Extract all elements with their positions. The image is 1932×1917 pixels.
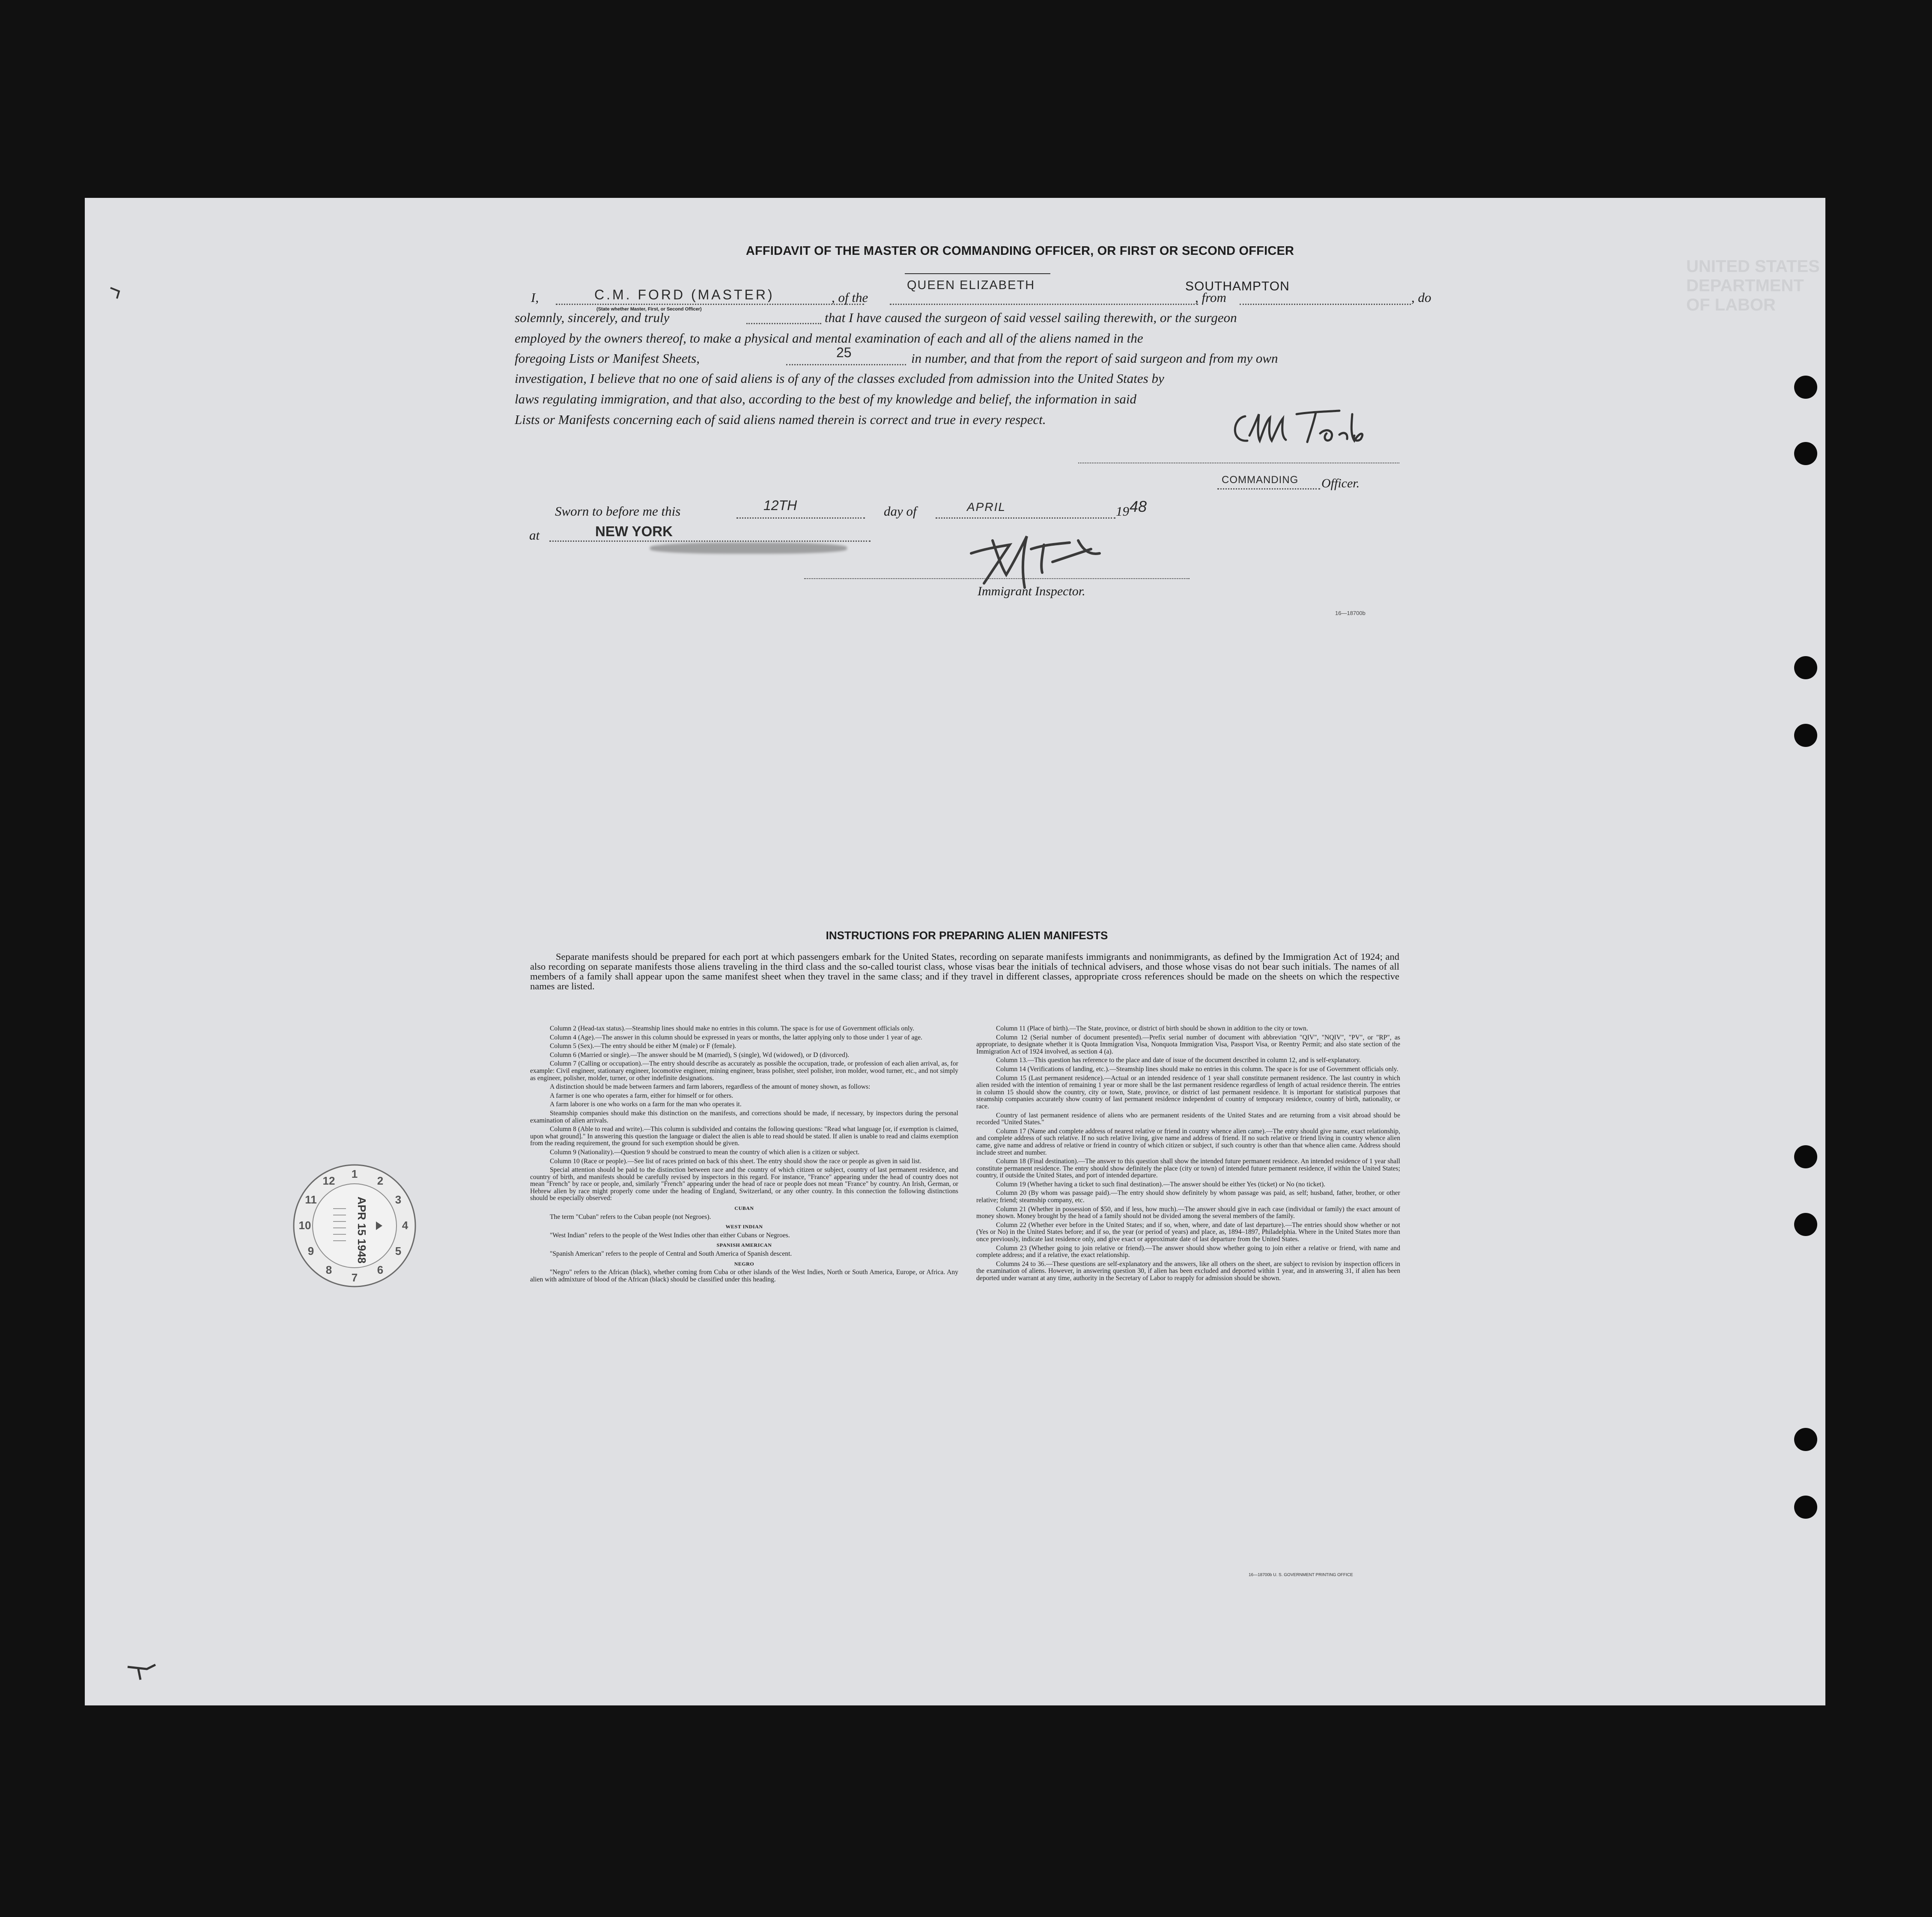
instruction-paragraph: Column 13.—This question has reference to the place and date of issue of the document described in column 12, and is self-explanatory. <box>996 1057 1361 1064</box>
instruction-paragraph: Column 11 (Place of birth).—The State, province, or district of birth should be shown in addition to the city or town. <box>996 1025 1308 1032</box>
affidavit-line5: investigation, I believe that no one of said aliens is of any of the classes excluded from admission into the United States by <box>515 371 1164 386</box>
stamp-digit: 2 <box>377 1174 384 1187</box>
vessel-line <box>890 304 1198 305</box>
west-indian-text: "West Indian" refers to the people of the West Indies other than either Cubans or Negroes. <box>550 1231 790 1239</box>
instruction-paragraph: A farmer is one who operates a farm, either for himself or for others. <box>550 1092 733 1099</box>
place-line <box>549 540 871 542</box>
title-rule <box>905 273 1050 274</box>
punch-hole <box>1794 1213 1817 1236</box>
stamp-digit: 10 <box>298 1219 311 1232</box>
instruction-paragraph: Steamship companies should make this distinction on the manifests, and corrections should be made, if necessary, by inspectors during the personal examination of alien arrivals. <box>530 1109 958 1124</box>
inspector-signature <box>967 523 1130 592</box>
instruction-paragraph: A distinction should be made between farmers and farm laborers, regardless of the amount of money shown, as follows: <box>550 1083 871 1091</box>
instruction-paragraph: Column 22 (Whether ever before in the United States; and if so, when, where, and date of last departure).—The entries should show whether or not (Yes or No) in the United States before; and if so, the year (or period of years) and place, as, 1894–1897, Philadelphia. Where in the United States more than once previously, indicate last residence only, and give exact or approximate date of last departure from the United States. <box>976 1221 1400 1243</box>
affidavit-title: AFFIDAVIT OF THE MASTER OR COMMANDING OFFICER, OR FIRST OR SECOND OFFICER <box>745 244 1294 258</box>
instruction-paragraph: Column 21 (Whether in possession of $50, and if less, how much).—The answer should give in each case (individual or family) the exact amount of money shown. Money brought by the head of a family should not be divided among the several members of the family. <box>976 1205 1400 1220</box>
instruction-paragraph: Columns 24 to 36.—These questions are self-explanatory and the answers, like all others on the sheet, are subject to revision by inspection officers in the examination of aliens. However, in answering question 30, if alien has been excluded and deported within 1 year, and in answering 31, if alien has been deported under warrant at any time, authority in the Secretary of Labor to reapply for admission should be shown. <box>976 1260 1400 1282</box>
corner-mark <box>108 284 125 301</box>
affidavit-from: , from <box>1195 290 1226 305</box>
affidavit-of-the: , of the <box>832 290 868 305</box>
instructions-intro <box>530 952 1399 991</box>
spanish-american-heading: SPANISH AMERICAN <box>716 1242 772 1248</box>
instruction-paragraph: Column 20 (By whom was passage paid).—The entry should show definitely by whom passage was paid, as self; husband, father, brother, or other relative; friend; steamship company, etc. <box>976 1189 1400 1204</box>
master-signature <box>1224 401 1404 453</box>
affidavit-line4a: foregoing Lists or Manifest Sheets, <box>515 351 700 366</box>
day-handwriting: 12TH <box>763 498 797 513</box>
spanish-american-text: "Spanish American" refers to the people of Central and South America of Spanish descent. <box>550 1250 792 1258</box>
punch-hole <box>1794 656 1817 679</box>
port-line <box>1240 304 1411 305</box>
punch-hole <box>1794 1496 1817 1519</box>
stamp-date: APR 15 1948 <box>355 1196 368 1264</box>
vessel-name-handwriting: QUEEN ELIZABETH <box>907 278 1035 292</box>
arrival-date-stamp <box>290 1162 419 1290</box>
affidavit-line3: employed by the owners thereof, to make a physical and mental examination of each and all of the aliens named in the <box>515 331 1143 346</box>
instruction-paragraph: A farm laborer is one who works on a farm for the man who operates it. <box>550 1101 742 1108</box>
month-handwriting: APRIL <box>967 500 1006 514</box>
day-line <box>736 517 865 519</box>
instruction-paragraph: Column 2 (Head-tax status).—Steamship lines should make no entries in this column. The space is for use of Government officials only. <box>550 1025 915 1032</box>
instruction-paragraph: Column 5 (Sex).—The entry should be either M (male) or F (female). <box>550 1042 736 1050</box>
stamp-digit: 11 <box>305 1193 317 1206</box>
stamp-digit: 12 <box>322 1174 335 1187</box>
rank-line <box>1217 488 1320 490</box>
corner-mark <box>125 1663 160 1684</box>
stamp-digit: 3 <box>395 1193 402 1206</box>
instruction-paragraph: Column 15 (Last permanent residence).—Actual or an intended residence of 1 year shall constitute permanent residence. The last country in which alien resided with the intention of remaining 1 year or more shall be the last permanent residence regardless of length of actual residence therein. The entries in column 15 should show the country, city or town, State, province, or district of last permanent residence. It is important for statistical purposes that steamship companies accurately show country of last permanent residence independent of country of temporary residence, country of birth, nationality, or race. <box>976 1074 1400 1110</box>
sheets-line <box>786 364 906 365</box>
sheets-count-handwriting: 25 <box>836 345 852 360</box>
instruction-paragraph: Column 14 (Verifications of landing, etc.).—Steamship lines should make no entries in this column. The space is for use of Government officials only. <box>996 1065 1398 1073</box>
port-handwriting: SOUTHAMPTON <box>1185 279 1290 293</box>
rank-handwriting: COMMANDING <box>1222 474 1299 486</box>
instruction-paragraph: Column 12 (Serial number of document presented).—Prefix serial number of document with abbreviation "QIV", "NQIV", "PV", or "RP", as appropriate, to designate whether it is Quota Immigration Visa, Nonquota Immigration Visa, Passport Visa, or Reentry Permit; and also state section of the Immigration Act of 1924 involved, as section 4 (a). <box>976 1033 1400 1055</box>
day-of-text: day of <box>884 504 917 519</box>
form-number: 16—18700b <box>1335 610 1366 616</box>
stamp-digit: 5 <box>395 1245 402 1257</box>
intro-paragraph: Separate manifests should be prepared for each port at which passengers embark for the United States, recording on separate manifests immigrants and nonimmigrants, as defined by the Immigration Act of 1924; and also recording on separate manifests those aliens traveling in the third class and the so-called tourist class, whose visas bear the initials of technical advisers, and those whose visas do not bear such initials. The names of all members of a family shall appear upon the same manifest sheet when they travel in the same class; and if they travel in different classes, appropriate cross references should be made on the sheets on which the respective names are listed. <box>530 951 1399 991</box>
month-line <box>936 517 1115 519</box>
stamp-digit: 1 <box>351 1168 358 1180</box>
at-label: at <box>529 528 540 543</box>
stamp-digit: 9 <box>307 1245 314 1257</box>
line2-blank <box>746 323 821 324</box>
stamp-digit: 4 <box>402 1219 408 1232</box>
instruction-paragraph: Country of last permanent residence of aliens who are permanent residents of the United States and are returning from a visit abroad should be recorded "United States." <box>976 1111 1400 1126</box>
punch-hole <box>1794 1428 1817 1451</box>
punch-hole <box>1794 442 1817 465</box>
instructions-title: INSTRUCTIONS FOR PREPARING ALIEN MANIFESTS <box>826 929 1108 942</box>
year-prefix: 19 <box>1116 504 1129 519</box>
instructions-right-column <box>976 1025 1400 1284</box>
instruction-paragraph: Column 10 (Race or people).—See list of races printed on back of this sheet. The entry should show the race or people as given in said list. <box>550 1157 921 1165</box>
stamp-digit: 7 <box>351 1271 358 1284</box>
printing-office-footer: 16—18700b U. S. GOVERNMENT PRINTING OFFICE <box>1249 1573 1353 1577</box>
instruction-paragraph: Column 9 (Nationality).—Question 9 should be construed to mean the country of which alien is a citizen or subject. <box>550 1148 860 1156</box>
officer-label: Officer. <box>1321 476 1360 490</box>
place-stamp: NEW YORK <box>595 523 673 539</box>
affidavit-line2a: solemnly, sincerely, and truly <box>515 310 670 325</box>
affidavit-line4b: in number, and that from the report of said surgeon and from my own <box>911 351 1278 366</box>
manifest-sheet <box>85 198 1825 1705</box>
cuban-heading: CUBAN <box>734 1205 754 1212</box>
negro-text: "Negro" refers to the African (black), whether coming from Cuba or other islands of the West Indies, North or South America, Europe, or Africa. Any alien with admixture of blood of the African (black) should be classified under this heading. <box>530 1269 958 1283</box>
officer-rank-note: (State whether Master, First, or Second Officer) <box>596 307 702 312</box>
instructions-left-column <box>530 1025 958 1285</box>
west-indian-heading: WEST INDIAN <box>725 1224 763 1230</box>
year-handwriting: 48 <box>1130 498 1147 515</box>
affidavit-do: , do <box>1411 290 1431 305</box>
affidavit-line2b: that I have caused the surgeon of said vessel sailing therewith, or the surgeon <box>825 310 1237 325</box>
ink-smudge <box>650 543 847 554</box>
instruction-paragraph: Column 8 (Able to read and write).—This column is subdivided and contains the following questions: "Read what language [or, if exemption is claimed, upon what ground]." In answering this question the language or dialect the alien is able to read should be stated. If alien is unable to read and claims exemption from the reading requirement, the ground for such exemption should be given. <box>530 1126 958 1147</box>
stamp-digit: 6 <box>377 1263 384 1276</box>
instruction-paragraph: Column 6 (Married or single).—The answer should be M (married), S (single), Wd (widowed), or D (divorced). <box>550 1051 850 1059</box>
instruction-paragraph: Column 18 (Final destination).—The answer to this question shall show the intended future permanent residence. An intended residence of 1 year shall constitute permanent residence. The entry should show definitely the place (city or town) of intended future permanent residence, if within the United States; country, if outside the United States, and port of intended departure. <box>976 1158 1400 1179</box>
instruction-paragraph: Special attention should be paid to the distinction between race and the country of which citizen or subject, country of last permanent residence, and country of birth, and manifests should be carefully revised by inspectors in this regard. For instance, "France" appearing under the head of country does not mean "French" by race or people, and, similarly "French" appearing under the head of race or people does not mean "France" by country. An Irish, German, or Hebrew alien by race might properly come under the heading of England, Switzerland, or any other country. In this connection the following distinctions should be especially observed: <box>530 1166 958 1202</box>
instruction-paragraph: Column 17 (Name and complete address of nearest relative or friend in country whence alien came).—The entry should give name, exact relationship, and complete address of such relative. If no such relative living, give name and address of friend. If no such relative or friend living in country whence alien came, give name and address of relative or friend in country of which citizen or subject, if such country is other than that whence alien came. Address should include street and number. <box>976 1127 1400 1156</box>
officer-name-handwriting: C.M. FORD (MASTER) <box>594 287 775 302</box>
negro-heading: NEGRO <box>734 1260 754 1267</box>
punch-hole <box>1794 724 1817 747</box>
punch-hole <box>1794 376 1817 399</box>
cuban-text: The term "Cuban" refers to the Cuban people (not Negroes). <box>550 1213 711 1221</box>
affidavit-i: I, <box>531 290 539 305</box>
officer-name-line <box>556 304 864 305</box>
sworn-text: Sworn to before me this <box>555 504 681 519</box>
affidavit-line7: Lists or Manifests concerning each of said aliens named therein is correct and true in every respect. <box>515 412 1046 427</box>
inspector-signature-line <box>804 578 1190 579</box>
instruction-paragraph: Column 19 (Whether having a ticket to such final destination).—The answer should be either Yes (ticket) or No (no ticket). <box>996 1180 1326 1188</box>
punch-hole <box>1794 1145 1817 1168</box>
stamp-digit: 8 <box>325 1263 332 1276</box>
instruction-paragraph: Column 23 (Whether going to join relative or friend).—The answer should show whether going to join either a relative or friend, with name and complete address; and if a relative, the exact relationship. <box>976 1244 1400 1259</box>
instruction-paragraph: Column 7 (Calling or occupation).—The entry should describe as accurately as possible the occupation, trade, or profession of each alien arrival, as, for example: Civil engineer, stationary engineer, locomotive engineer, mining engineer, brass polisher, steel polisher, iron molder, wood turner, etc., and not simply as engineer, polisher, molder, turner, or other indefinite designations. <box>530 1060 958 1082</box>
inspector-label: Immigrant Inspector. <box>978 584 1085 598</box>
affidavit-line6: laws regulating immigration, and that also, according to the best of my knowledge and belief, the information in said <box>515 391 1137 406</box>
bleed-through-text: UNITED STATES DEPARTMENT OF LABOR <box>1686 257 1820 314</box>
instruction-paragraph: Column 4 (Age).—The answer in this column should be expressed in years or months, the latter applying only to those under 1 year of age. <box>550 1033 923 1041</box>
